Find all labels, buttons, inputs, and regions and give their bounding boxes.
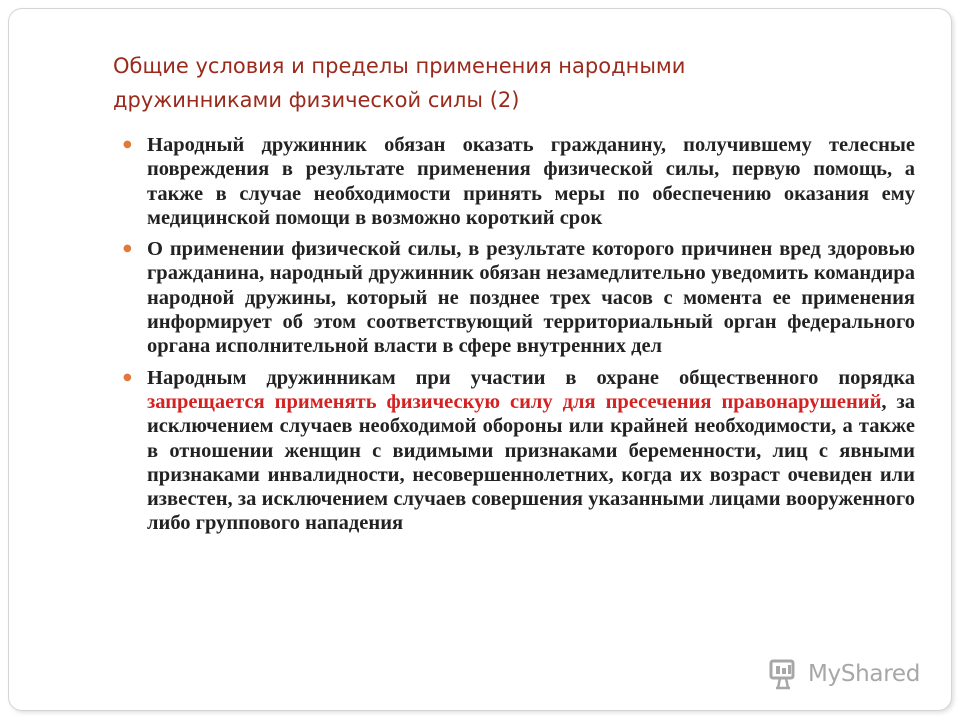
- bullet-item-first-aid: [119, 133, 915, 230]
- bullet-item-prohibition: [119, 366, 915, 536]
- bullet-text: О применении физической силы, в результате которого причинен вред здоровью гражданина, народный дружинник обязан незамедлительно уведомить командира народной дружины, который не позднее трех часов с момента ее применения информирует об этом соответствующий территориальный орган федерального органа исполнительной власти в сфере внутренних дел: [147, 238, 915, 358]
- bullet-icon: ●: [123, 243, 132, 255]
- bullet-text-highlight: запрещается применять физическую силу для пресечения правонарушений: [147, 390, 882, 413]
- bullet-icon: ●: [123, 371, 132, 383]
- bullet-item-notification: [119, 237, 915, 358]
- bullet-text-suffix: , за исключением случаев необходимой обороны или крайней необходимости, а также в отношении женщин с видимыми признаками беременности, лиц с явными признаками инвалидности, несовершеннолетних, когда их возраст очевиден или известен, за исключением случаев совершения указанными лицами вооруженного либо группового нападения: [147, 390, 915, 535]
- slide-title-line-2: дружинниками физической силы (2): [113, 88, 520, 112]
- myshared-watermark: [768, 658, 920, 690]
- bullet-list: [119, 133, 915, 543]
- watermark-text: MyShared: [808, 661, 921, 687]
- bullet-text-prefix: Народным дружинникам при участии в охране общественного порядка: [147, 366, 915, 389]
- myshared-logo-icon: [768, 658, 804, 690]
- slide-title: [113, 49, 873, 117]
- bullet-icon: ●: [123, 139, 132, 150]
- slide-title-line-1: Общие условия и пределы применения народными: [113, 54, 686, 78]
- bullet-text: Народный дружинник обязан оказать гражданину, получившему телесные повреждения в результате применения физической силы, первую помощь, а также в случае необходимости принять меры по обеспечению оказания ему медицинской помощи в возможно короткий срок: [147, 134, 915, 229]
- slide: [8, 8, 952, 711]
